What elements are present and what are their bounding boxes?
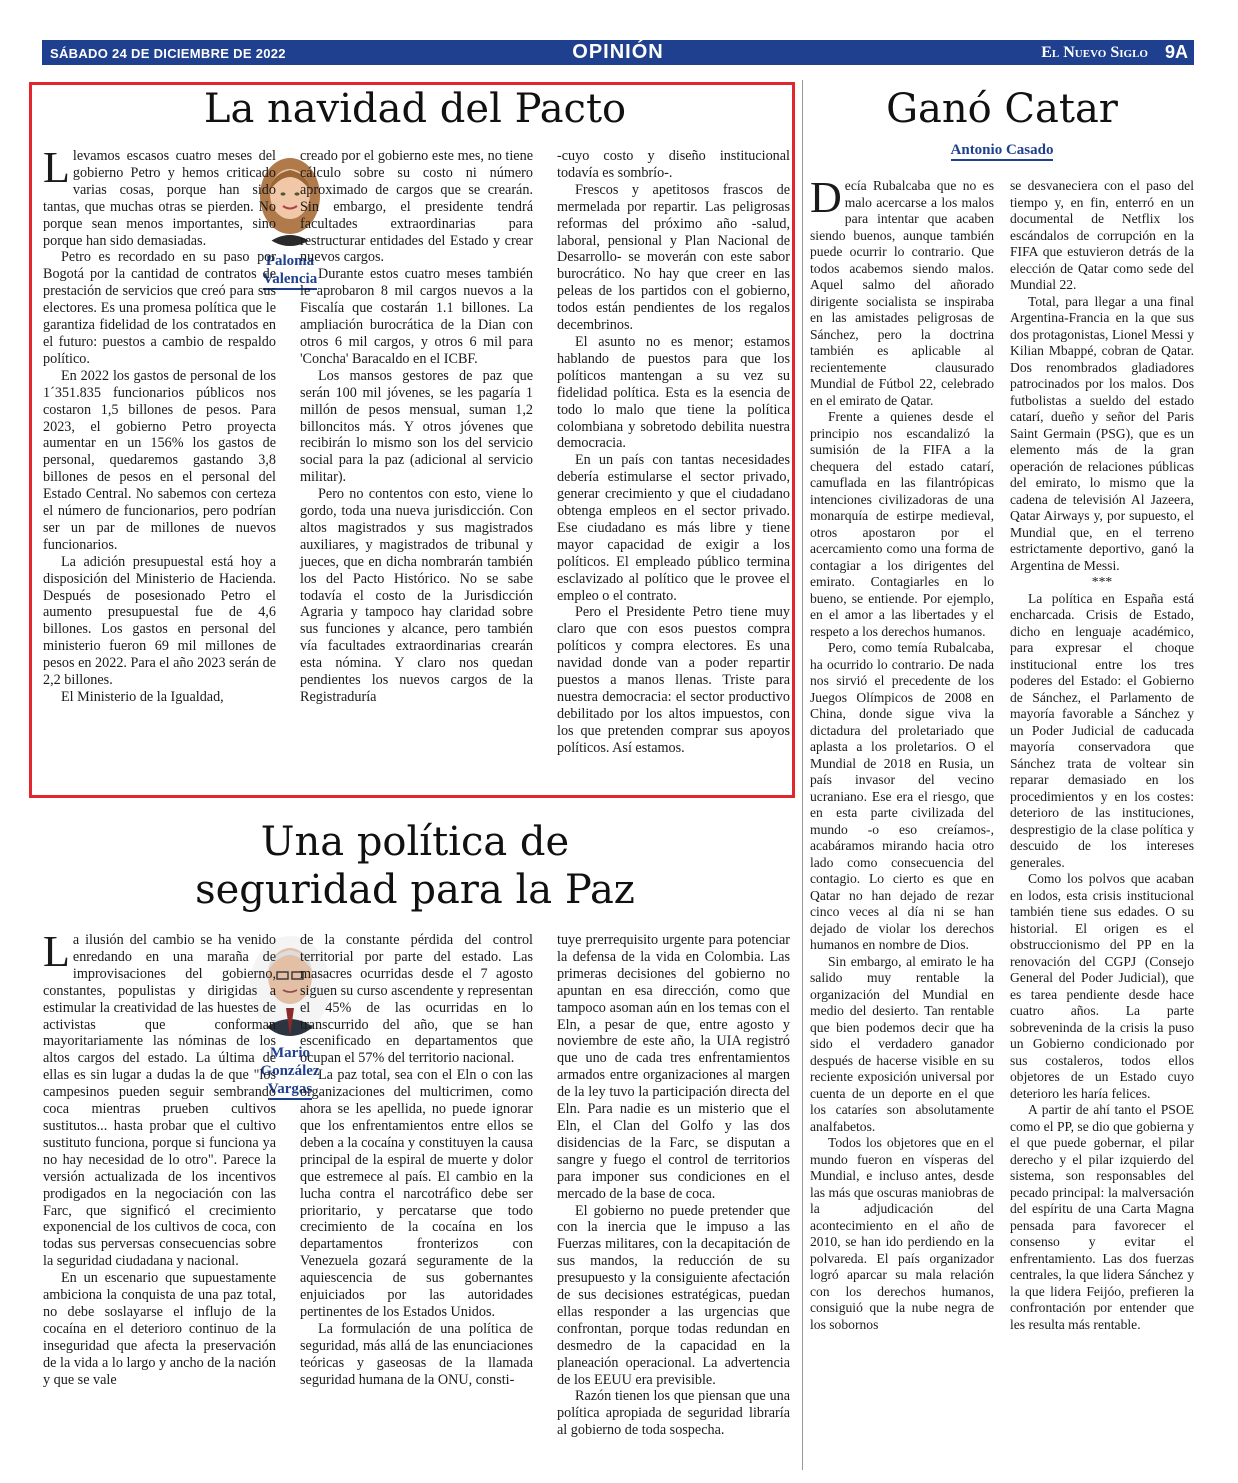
paragraph: Pero no contentos con esto, viene lo gordo, toda una nueva jurisdicción. Con altos magistrados y sus magistrados auxiliares, y magistrados de tribunal y jueces, que en dicha nombrarán también los del Pacto Histórico. No se sabe todavía el costo de la Jurisdicción Agraria y tampoco hay claridad sobre sus funciones y alcance, pero también vía facultades extraordinarias crearán esta nómina. Y claro nos quedan pendientes los nuevos cargos de la Registraduría [300,486,533,705]
paragraph: Pero el Presidente Petro tiene muy claro que con esos puestos compra políticos y compra electores. Es una navidad donde van a poder repartir puestos a manos llenas. Triste para nuestra democracia: el sector productivo debilitado por los altos impuestos, con los que pretenden comprar sus apoyos políticos. Así estamos. [557,604,790,756]
paragraph: de la constante pérdida del control territorial por parte del estado. Las masacres ocurridas desde el 7 agosto siguen su curso ascendente y representan el 45% de las ocurridas en lo transcurrido del año, que se han escenificado en departamentos que ocupan el 57% del territorio nacional. [300,932,533,1067]
paragraph: En un país con tantas necesidades debería estimularse el sector privado, generar crecimiento y que el ciudadano obtenga empleos en el sector privado. Ese ciudadano es más libre y tiene mayor capacidad de exigir a los políticos. El empleado público termina esclavizado al político que le provee el empleo o el contrato. [557,452,790,604]
paragraph: Petro es recordado en su paso por Bogotá por la cantidad de contratos de prestación de servicios que creó para sus electores. Es una promesa política que le garantiza fidelidad de los contratados en el futuro: puestos a cambio de respaldo político. [43,249,276,367]
article2-col2 [300,932,533,1388]
paragraph: El Ministerio de la Igualdad, [61,689,224,705]
paragraph: Frescos y apetitosos frascos de mermelada por repartir. Las peligrosas reformas del próximo año -salud, laboral, pensional y Plan Nacional de Desarrollo- se moverán con este sabor burocrático. No hay que creer en las peleas de los partidos con el gobierno, todos están pendientes de los regalos decembrinos. [557,181,790,334]
section-break: *** [1091,574,1113,589]
paragraph: Frente a quienes desde el principio nos escandalizó la sumisión de la FIFA a la chequera del estado catarí, camuflada en las filantrópicas intenciones civilizadoras de una monarquía de estirpe medieval, otros apostaron por el acercamiento como una forma de contagiar a los dirigentes del emirato. Contagiarles en lo bueno, se entiende. Por ejemplo, en el amor a las libertades y el respeto a los derechos humanos. [810,409,994,639]
drop-cap: L [43,143,70,192]
paragraph: tuye prerrequisito urgente para potenciar la defensa de la vida en Colombia. Las primeras decisiones del gobierno no apuntan en esa dirección, como que tampoco asoman aún en los temas con el Eln, a pesar de que, entre agosto y noviembre de este año, la UIA registró que uno de cada tres enfrentamientos armados entre organizaciones al margen de la ley tuvo la participación directa del Eln. Para nadie es un misterio que el Eln, el Clan del Golfo y las dos disidencias de la Farc, se disputan a sangre y fuego el control de territorios para imponer sus condiciones en el mercado de la base de coca. [557,932,790,1202]
article2-col1 [43,927,276,1388]
article3-col2 [1010,178,1194,1333]
paragraph [810,173,994,409]
paragraph: La formulación de una política de seguridad, más allá de las enunciaciones teóricas y gaseosas de la llamada seguridad humana de la ONU, consti- [300,1320,533,1388]
paragraph: La adición presupuestal está hoy a disposición del Ministerio de Hacienda. Después de posesionado Petro el aumento presupuestal fue de 4,6 billones. Los gastos en personal del ministerio fueron 69 mil millones de pesos en 2022. Para el año 2023 serán de 2,2 billones. [43,553,276,689]
paragraph [43,143,276,249]
paragraph: La política en España está encharcada. Crisis de Estado, dicho en lenguaje académico, para expresar el choque institucional entre los tres poderes del Estado: el Gobierno de Sánchez, el Parlamento de mayoría favorable a Sánchez y un Poder Judicial de caducada mayoría conservadora que Sánchez trata de voltear sin reparar demasiado en los procedimientos y en los costes: deterioro de las instituciones, desprestigio de la clase política y descuido de los intereses generales. [1010,590,1194,870]
paragraph: Los mansos gestores de paz que serán 100 mil jóvenes, se les pagaría 1 millón de pesos mensual, suman 1,2 billoncitos más. Y otros jóvenes que recibirán lo mismo son los del servicio social para la paz (adicional al servicio militar). [300,367,533,486]
author-first-name: Paloma [265,253,315,269]
article1-col3 [557,148,790,757]
paragraph-text: a ilusión del cambio se ha venido enredando en una maraña de improvisaciones del gobierno, constantes, populistas y dirigidas a estimular la creatividad de las huestes de activistas que conforman mayoritariamente las nóminas de los altos cargos del estado. La última de ellas es sin lugar a dudas la de que "los campesinos pueden seguir sembrando coca mientras prueben cultivos sustitutos... hasta probar que el cultivo sustituto funciona, porque si funciona ya no hay necesidad de lo otro". Parece la versión actualizada de los incentivos prodigados en la negociación con las Farc, que significó el crecimiento exponencial de los cultivos de coca, con todas sus perversas consecuencias sobre la seguridad ciudadana y nacional. [43,932,276,1270]
article3-title: Ganó Catar [886,86,1118,132]
paragraph [43,927,276,1270]
article1-col1 [43,143,276,706]
author-name: Antonio Casado [951,142,1054,161]
author-first-name: Mario [270,1045,310,1061]
paragraph: se desvaneciera con el paso del tiempo y, en fin, enterró en un documental de Netflix los escándalos de corrupción en la FIFA que estuvieron detrás de la elección de Qatar como sede del Mundial 22. [1010,178,1194,292]
paragraph: Pero, como temía Rubalcaba, ha ocurrido lo contrario. De nada nos sirvió el precedente de los Juegos Olímpicos de 2008 en China, donde sigue viva la dictadura del proletariado que aplasta a los proletarios. O el Mundial de 2018 en Rusia, un país invasor del vecino ucraniano. Ese era el riesgo, que en esta parte civilizada del mundo -o eso creíamos-, acabáramos mirando hacia otro lado como consecuencia del contagio. Lo cierto es que en Qatar no han dejado de rezar cinco veces al día ni se han dejado de violar los derechos humanos en nombre de Dios. [810,640,994,952]
author-last-name: Valencia [263,270,317,290]
article1-title: La navidad del Pacto [203,86,627,132]
author-last-name: Vargas [268,1080,312,1100]
paragraph: Todos los objetores que en el mundo fueron en vísperas del Mundial, e incluso antes, desde las más que oscuras maniobras de la adjudicación del acontecimiento en el año de 2010, se han ido perdiendo en la polvareda. El país organizador logró aparcar su mala relación con los derechos humanos, consiguió que la nube negra de los sobornos [810,1135,994,1332]
issue-date: SÁBADO 24 DE DICIEMBRE DE 2022 [50,46,286,61]
title-line: Una política de [260,819,570,865]
paragraph: Razón tienen los que piensan que una política apropiada de seguridad libraría al gobierno de toda sospecha. [557,1388,790,1439]
article3-col1 [810,173,994,1333]
paragraph: Durante estos cuatro meses también le aprobaron 8 mil cargos nuevos a la Fiscalía que costarán 1.1 billones. La ampliación burocrática de la Dian con otros 6 mil cargos, y otros 6 mil para 'Concha' Baracaldo en el ICBF. [300,266,533,367]
paragraph: La paz total, sea con el Eln o con las organizaciones del multicrimen, como ahora se les apellida, no puede ignorar que los enfrentamientos entre ellos se deben a la cocaína y constituyen la causa principal de la espiral de muerte y dolor que estremece al país. El cambio en la lucha contra el narcotráfico debe ser prioritario, y percatarse que todo crecimiento de la cocaína en los departamentos fronterizos con Venezuela gozará seguramente de la aquiescencia de sus gobernantes enjuiciados por las autoridades pertinentes de los Estados Unidos. [300,1067,533,1320]
column-divider [802,80,803,1470]
article3-author [810,142,1194,159]
paragraph: -cuyo costo y diseño institucional todavía es sombrío-. [557,148,790,181]
paragraph: creado por el gobierno este mes, no tiene cálculo sobre su costo ni número aproximado de cargos que se crearán. Sin embargo, el presidente tendrá facultades extraordinarias para restructurar entidades del Estado y crear nuevos cargos. [300,148,533,266]
paragraph: A partir de ahí tanto el PSOE como el PP, se dio que gobierna y el que puede gobernar, el pilar derecho y el pilar izquierdo del sistema, son responsables del pecado principal: la malversación del espíritu de una Carta Magna pensada para favorecer el consenso y evitar el enfrentamiento. Las dos fuerzas centrales, la que lidera Sánchez y la que lidera Feijóo, prefieren la confrontación por entender que les resulta más rentable. [1010,1102,1194,1332]
article2-col3 [557,932,790,1439]
title-line: seguridad para la Paz [195,867,635,913]
paragraph-text: levamos escasos cuatro meses del gobierno Petro y hemos criticado varias cosas, porque han sido tantas, que muchas otras se pierden. No porque sean menos importantes, sino porque han sido demasiadas. [43,148,276,249]
paragraph: El gobierno no puede pretender que con la inercia que le impuso a las Fuerzas militares, con la decapitación de sus mandos, la reducción de su presupuesto y la consiguiente afectación de sus decisiones estratégicas, puedan ellas responder a las urgencias que confrontan, porque todas redundan en desmedro de la capacidad en la planeación operacional. La advertencia de los EEUU era previsible. [557,1202,790,1388]
paragraph: En 2022 los gastos de personal de los 1´351.835 funcionarios públicos nos costaron 1,5 billones de pesos. Para 2023, el gobierno Petro proyecta aumentar en un 156% los gastos de personal, quedaremos gastando 3,8 billones de pesos en el personal del Estado Central. No sabemos con certeza el número de funcionarios, pero podrían ser un par de millones de nuevos funcionarios. [43,367,276,553]
paragraph: El asunto no es menor; estamos hablando de puestos para que los políticos mantengan a su vez su fidelidad política. Esta es la esencia de todo lo malo que tiene la política colombiana y sobretodo debilita nuestra democracia. [557,333,790,452]
drop-cap: D [810,173,842,222]
paragraph-text: ecía Rubalcaba que no es malo acercarse a los malos para intentar que acaben siendo buenos, aunque también puede ocurrir lo contrario. Que todos acabemos siendo malos. Aquel salmo del añorado dirigente socialista se inspiraba en las amistades peligrosas de Sánchez, pero la doctrina también es aplicable al recientemente clausurado Mundial de Fútbol 22, celebrado en el emirato de Qatar. [810,178,994,408]
author-middle-name: González [260,1063,320,1079]
drop-cap: L [43,927,70,976]
paragraph: Sin embargo, al emirato le ha salido muy rentable la organización del Mundial en medio del desierto. Tan rentable que bien podemos decir que ha sido el verdadero ganador después de hacerse visible en su reciente exposición universal por cuenta de un deporte en el que los cataríes son absolutamente analfabetos. [810,953,994,1134]
article1-col2 [300,148,533,706]
newspaper-name: El Nuevo Siglo [1041,44,1148,61]
paragraph: Total, para llegar a una final Argentina-Francia en la que sus dos protagonistas, Lionel Messi y Kilian Mbappé, cobran de Qatar. Dos renombrados gladiadores patrocinados por los malos. Dos futbolistas a sueldo del estado catarí, dueño y señor del Paris Saint Germain (PSG), que es un elemento más de la gran operación de relaciones públicas del emirato, lo mismo que la cadena de televisión Al Jazeera, Qatar Airways y, por supuesto, el Mundial que, en el terreno estrictamente deportivo, ganó la Argentina de Messi. [1010,293,1194,573]
paragraph: Como los polvos que acaban en lodos, esta crisis institucional también tiene sus edades. O su historial. El origen es el obstruccionismo del PP en la renovación del CGPJ (Consejo General del Poder Judicial), que es tarea pendiente desde hace cuatro años. La parte sobreveninda de la crisis la puso un Gobierno condicionado por sus costaleros, todos ellos objetores de un Estado cuyo deterioro les haría felices. [1010,871,1194,1101]
page-header-bar [42,40,1194,65]
section-name: OPINIÓN [572,41,664,63]
paragraph: En un escenario que supuestamente ambiciona la conquista de una paz total, no debe soslayarse el influjo de la cocaína en el deterioro continuo de la inseguridad que afecta la preservación de la vida a lo largo y ancho de la nación y que se vale [43,1270,276,1388]
page-number: 9A [1164,42,1188,62]
article2-title [40,818,790,914]
